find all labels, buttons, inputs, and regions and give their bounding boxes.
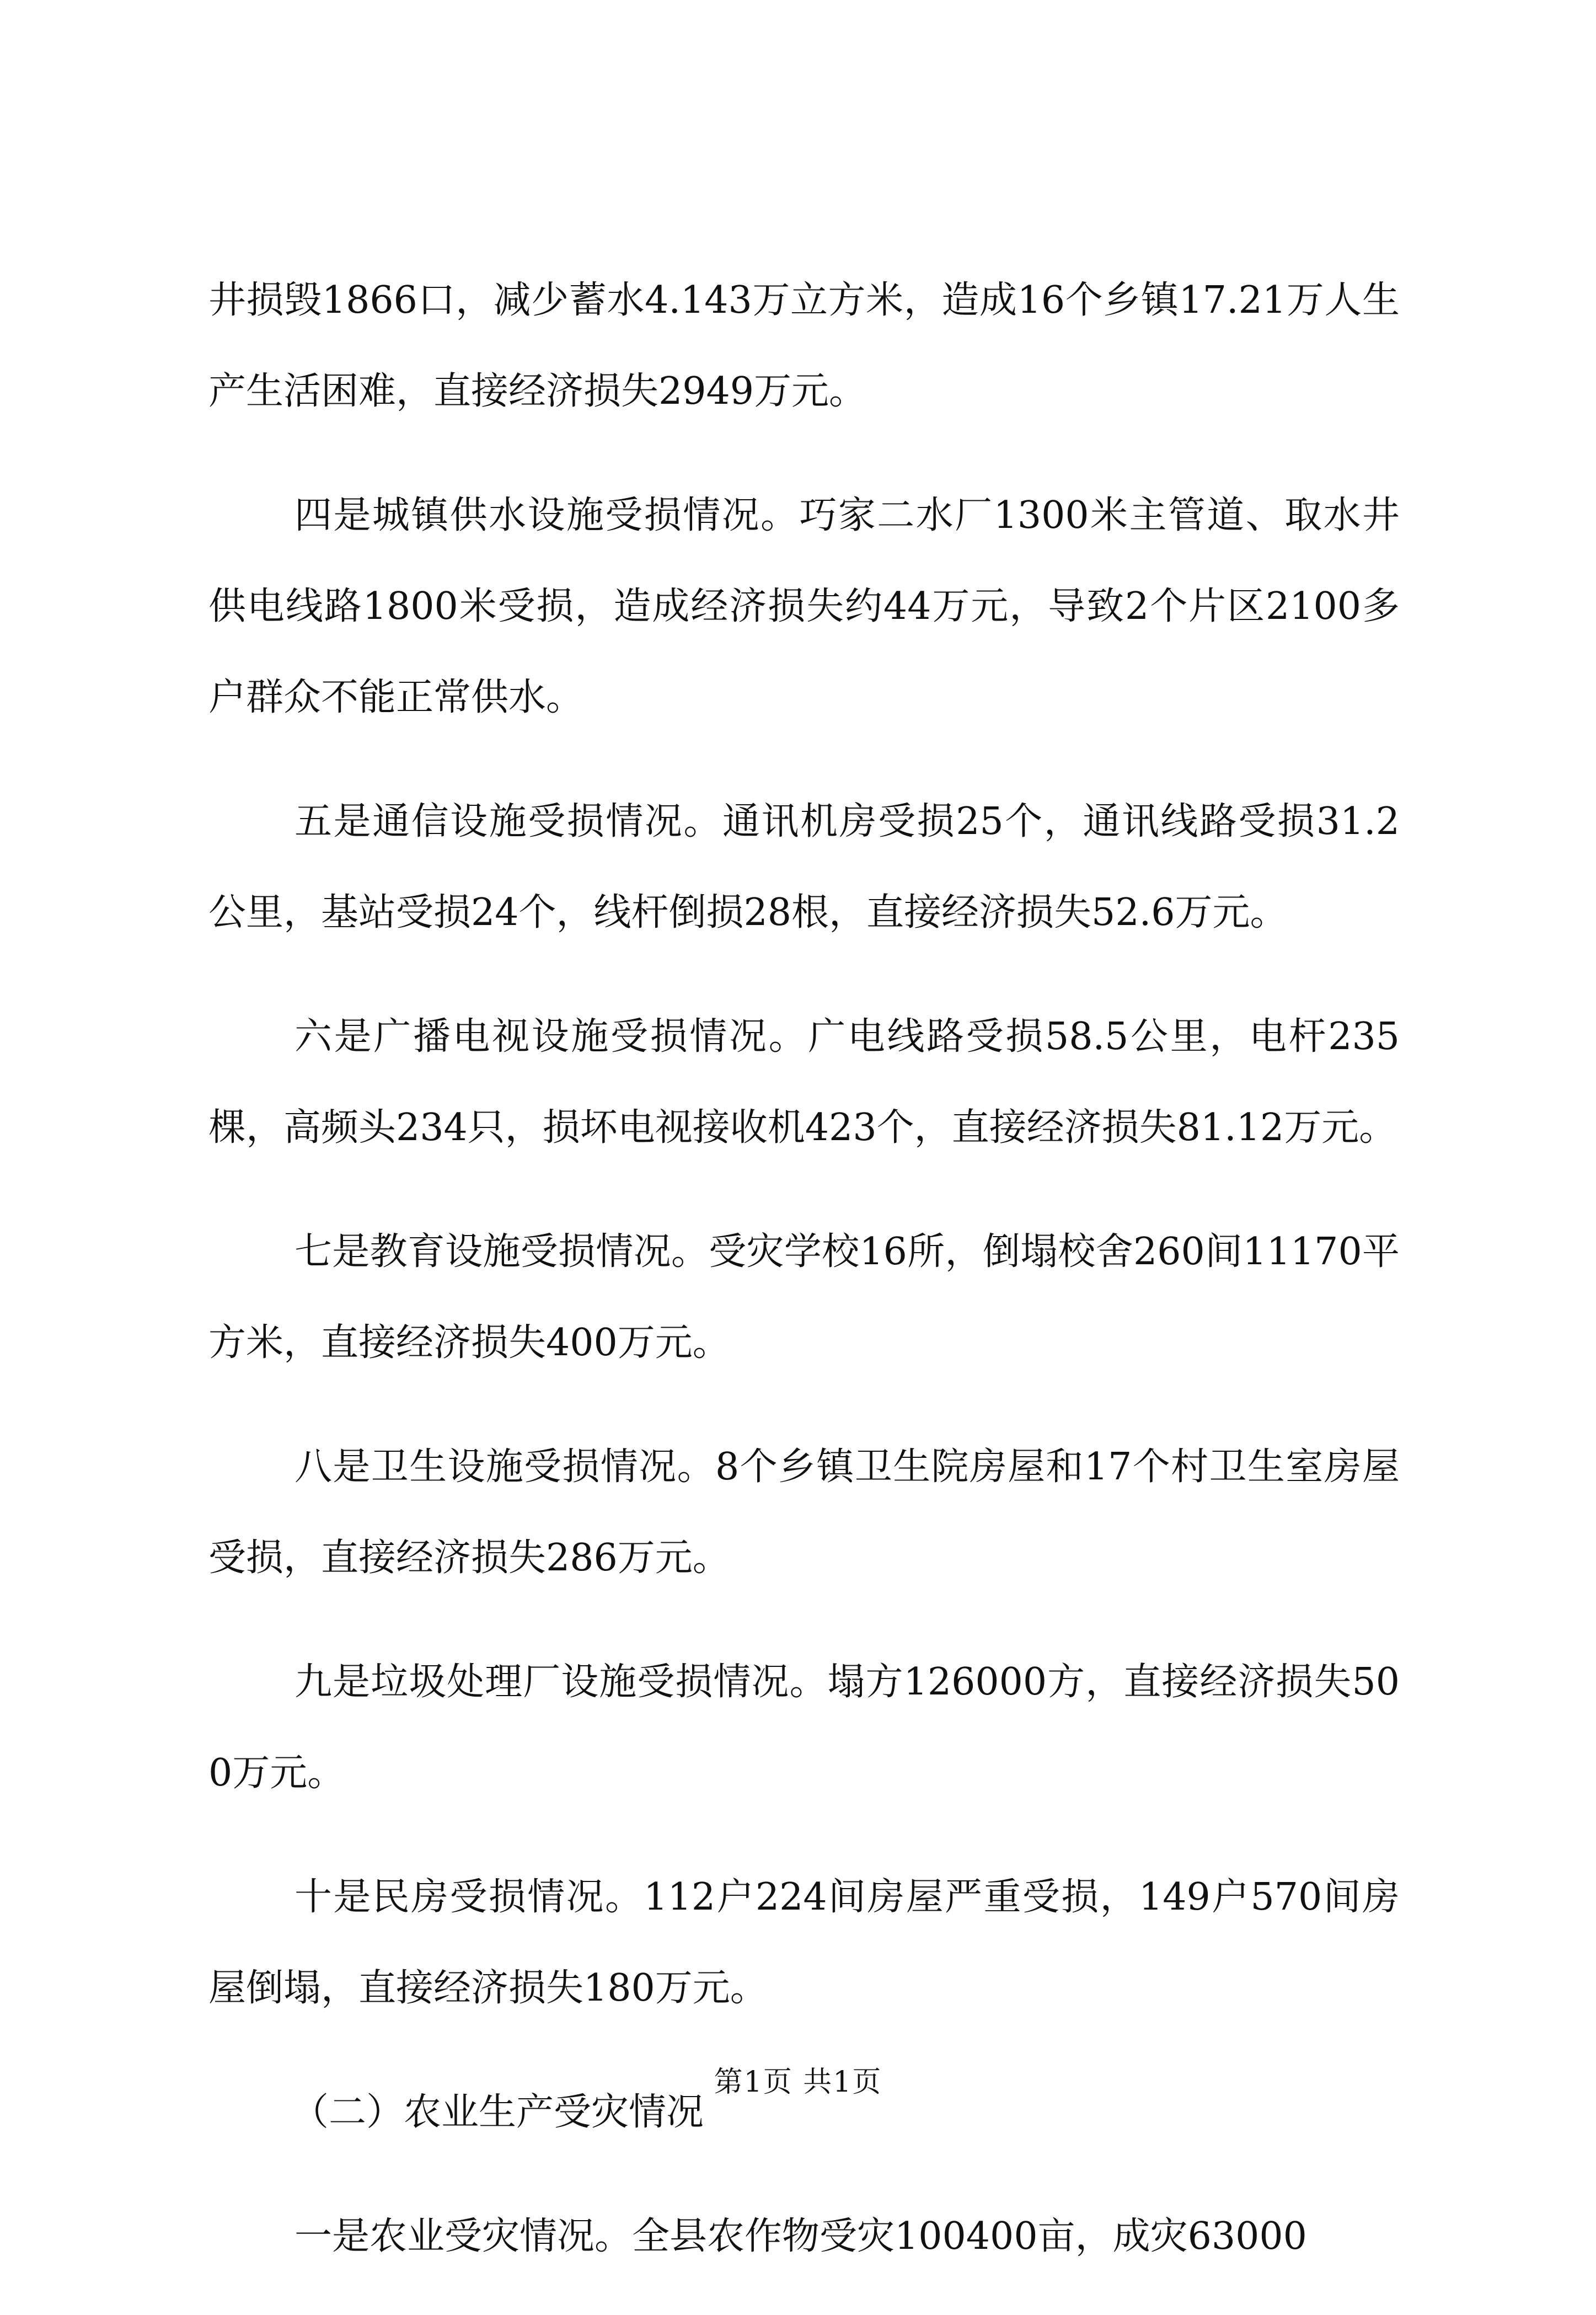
paragraph-1: 井损毁1866口，减少蓄水4.143万立方米，造成16个乡镇17.21万人生产生活困难，直接经济损失2949万元。 bbox=[208, 279, 1400, 413]
paragraph-4: 六是广播电视设施受损情况。广电线路受损58.5公里，电杆235棵，高频头234只，损坏电视接收机423个，直接经济损失81.12万元。 bbox=[208, 1015, 1400, 1150]
paragraph-3: 五是通信设施受损情况。通讯机房受损25个，通讯线路受损31.2公里，基站受损24个，线杆倒损28根，直接经济损失52.6万元。 bbox=[208, 800, 1400, 934]
paragraph-8: 十是民房受损情况。112户224间房屋严重受损，149户570间房屋倒塌，直接经济损失180万元。 bbox=[208, 1875, 1400, 2010]
paragraph-7: 九是垃圾处理厂设施受损情况。塌方126000方，直接经济损失500万元。 bbox=[208, 1660, 1400, 1795]
document-body bbox=[208, 255, 1400, 2315]
paragraph-10: 一是农业受灾情况。全县农作物受灾100400亩，成灾63000 bbox=[294, 2215, 1307, 2258]
section-heading: （二）农业生产受灾情况 bbox=[291, 2091, 704, 2134]
paragraph-5: 七是教育设施受损情况。受灾学校16所，倒塌校舍260间11170平方米，直接经济损失400万元。 bbox=[208, 1230, 1400, 1365]
paragraph-6: 八是卫生设施受损情况。8个乡镇卫生院房屋和17个村卫生室房屋受损，直接经济损失286万元。 bbox=[208, 1445, 1400, 1580]
page-footer: 第1页 共1页 bbox=[714, 2066, 882, 2099]
paragraph-2: 四是城镇供水设施受损情况。巧家二水厂1300米主管道、取水井供电线路1800米受损，造成经济损失约44万元，导致2个片区2100多户群众不能正常供水。 bbox=[208, 494, 1400, 719]
